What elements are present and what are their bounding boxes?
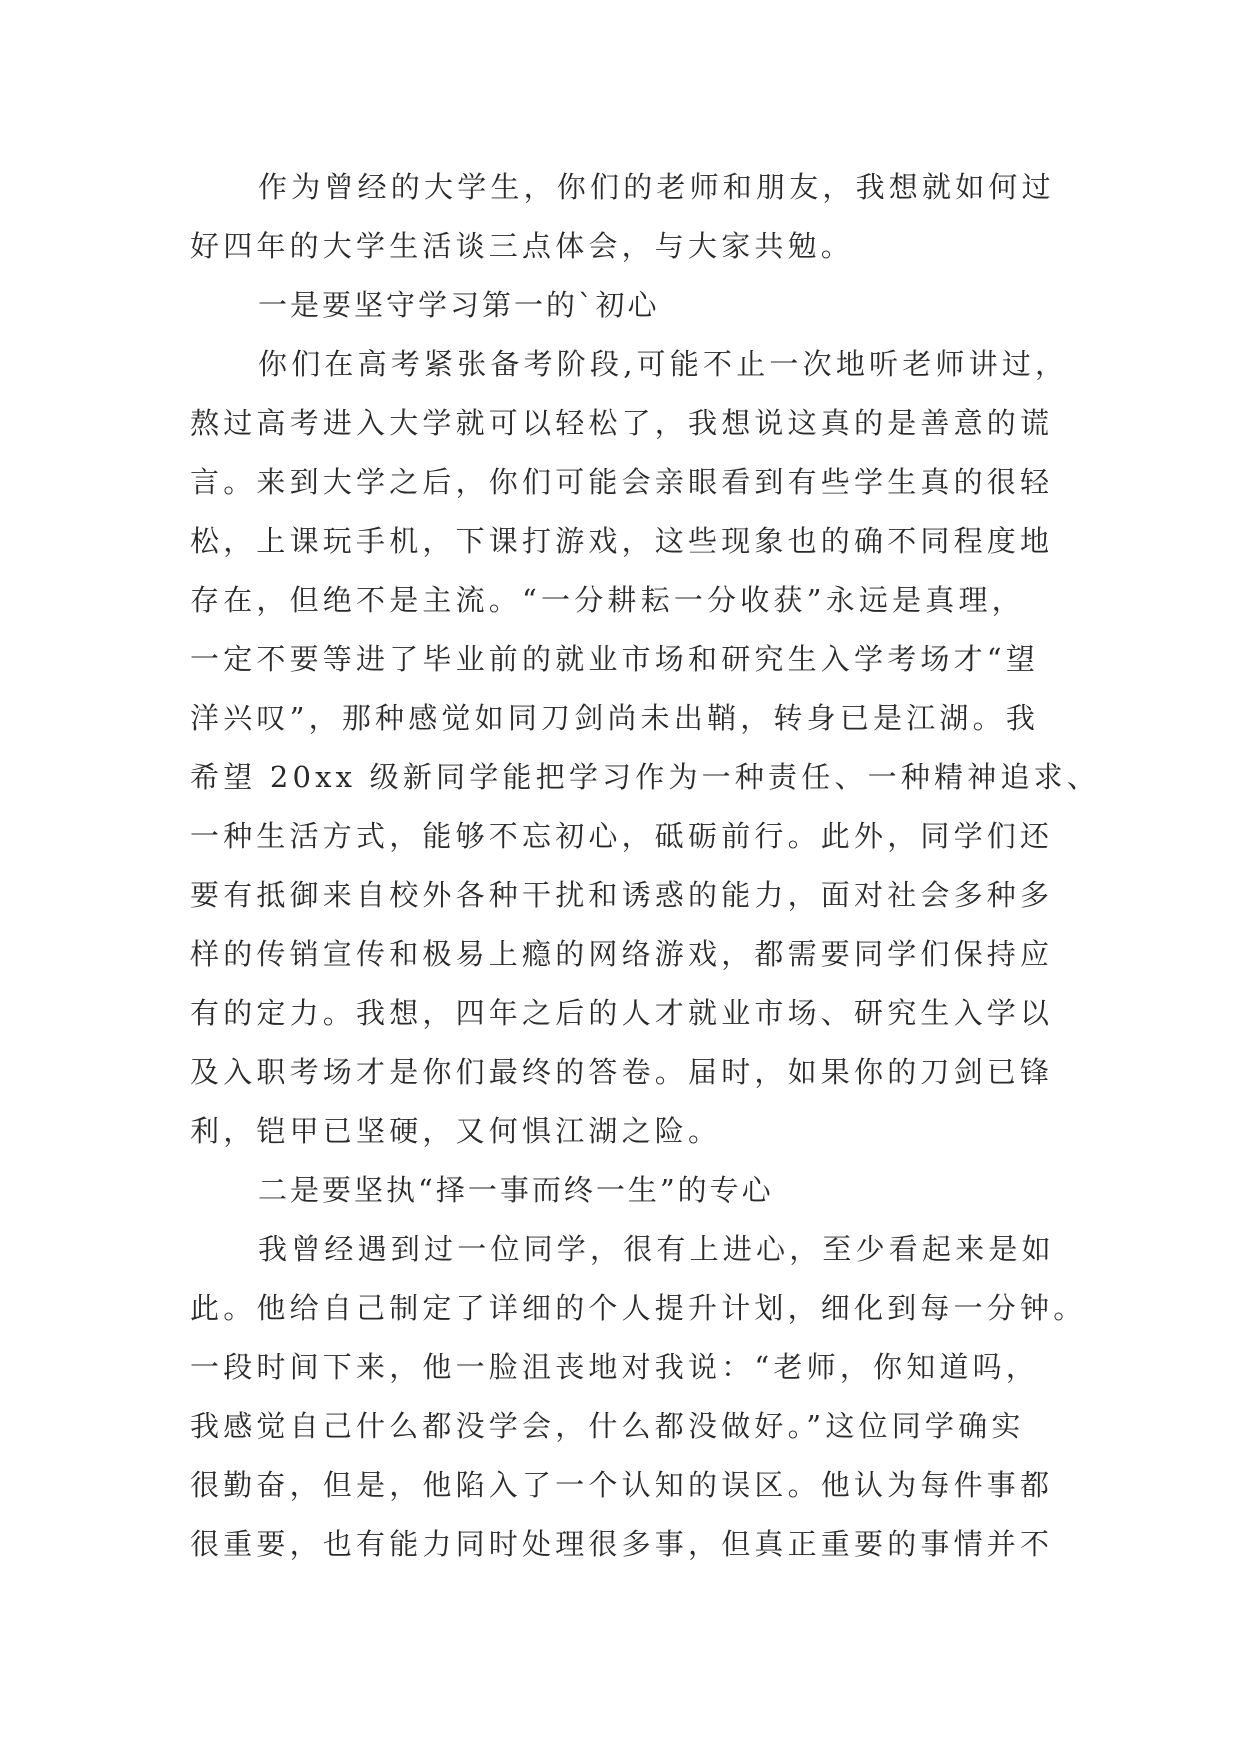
paragraph-line: 我曾经遇到过一位同学，很有上进心，至少看起来是如 bbox=[258, 1232, 1055, 1266]
paragraph-line: 你们在高考紧张备考阶段,可能不止一次地听老师讲过， bbox=[258, 347, 1069, 381]
paragraph-line: 此。他给自己制定了详细的个人提升计划，细化到每一分钟。 bbox=[190, 1291, 1087, 1325]
paragraph-line: 言。来到大学之后，你们可能会亲眼看到有些学生真的很轻 bbox=[190, 465, 1054, 499]
paragraph-line: 我感觉自己什么都没学会，什么都没做好。”这位同学确实 bbox=[190, 1409, 1025, 1443]
document-body bbox=[190, 158, 1101, 1574]
paragraph-line: 有的定力。我想，四年之后的人才就业市场、研究生入学以 bbox=[190, 996, 1054, 1030]
paragraph-line: 熬过高考进入大学就可以轻松了，我想说这真的是善意的谎 bbox=[190, 406, 1054, 440]
paragraph-line: 很重要，也有能力同时处理很多事，但真正重要的事情并不 bbox=[190, 1527, 1054, 1561]
paragraph-line: 利，铠甲已坚硬，又何惧江湖之险。 bbox=[190, 1114, 722, 1148]
paragraph-line: 及入职考场才是你们最终的答卷。届时，如果你的刀剑已锋 bbox=[190, 1055, 1054, 1089]
paragraph-line: 存在，但绝不是主流。“一分耕耘一分收获”永远是真理， bbox=[190, 583, 1025, 617]
paragraph-line: 很勤奋，但是，他陷入了一个认知的误区。他认为每件事都 bbox=[190, 1468, 1054, 1502]
paragraph-line: 样的传销宣传和极易上瘾的网络游戏，都需要同学们保持应 bbox=[190, 937, 1054, 971]
paragraph-line: 希望 20xx 级新同学能把学习作为一种责任、一种精神追求、 bbox=[190, 760, 1101, 794]
paragraph-line: 松，上课玩手机，下课打游戏，这些现象也的确不同程度地 bbox=[190, 524, 1054, 558]
paragraph-line: 一定不要等进了毕业前的就业市场和研究生入学考场才“望 bbox=[190, 642, 1040, 676]
paragraph-line: 洋兴叹”，那种感觉如同刀剑尚未出鞘，转身已是江湖。我 bbox=[190, 701, 1040, 735]
paragraph-line: 一段时间下来，他一脸沮丧地对我说：“老师，你知道吗， bbox=[190, 1350, 1040, 1384]
paragraph-line: 好四年的大学生活谈三点体会，与大家共勉。 bbox=[190, 229, 855, 263]
section-heading-2: 二是要坚执“择一事而终一生”的专心 bbox=[258, 1173, 774, 1207]
section-heading-1: 一是要坚守学习第一的`初心 bbox=[258, 288, 660, 322]
paragraph-line: 一种生活方式，能够不忘初心，砥砺前行。此外，同学们还 bbox=[190, 819, 1054, 853]
paragraph-line: 作为曾经的大学生，你们的老师和朋友，我想就如何过 bbox=[258, 170, 1055, 204]
paragraph-line: 要有抵御来自校外各种干扰和诱惑的能力，面对社会多种多 bbox=[190, 878, 1054, 912]
